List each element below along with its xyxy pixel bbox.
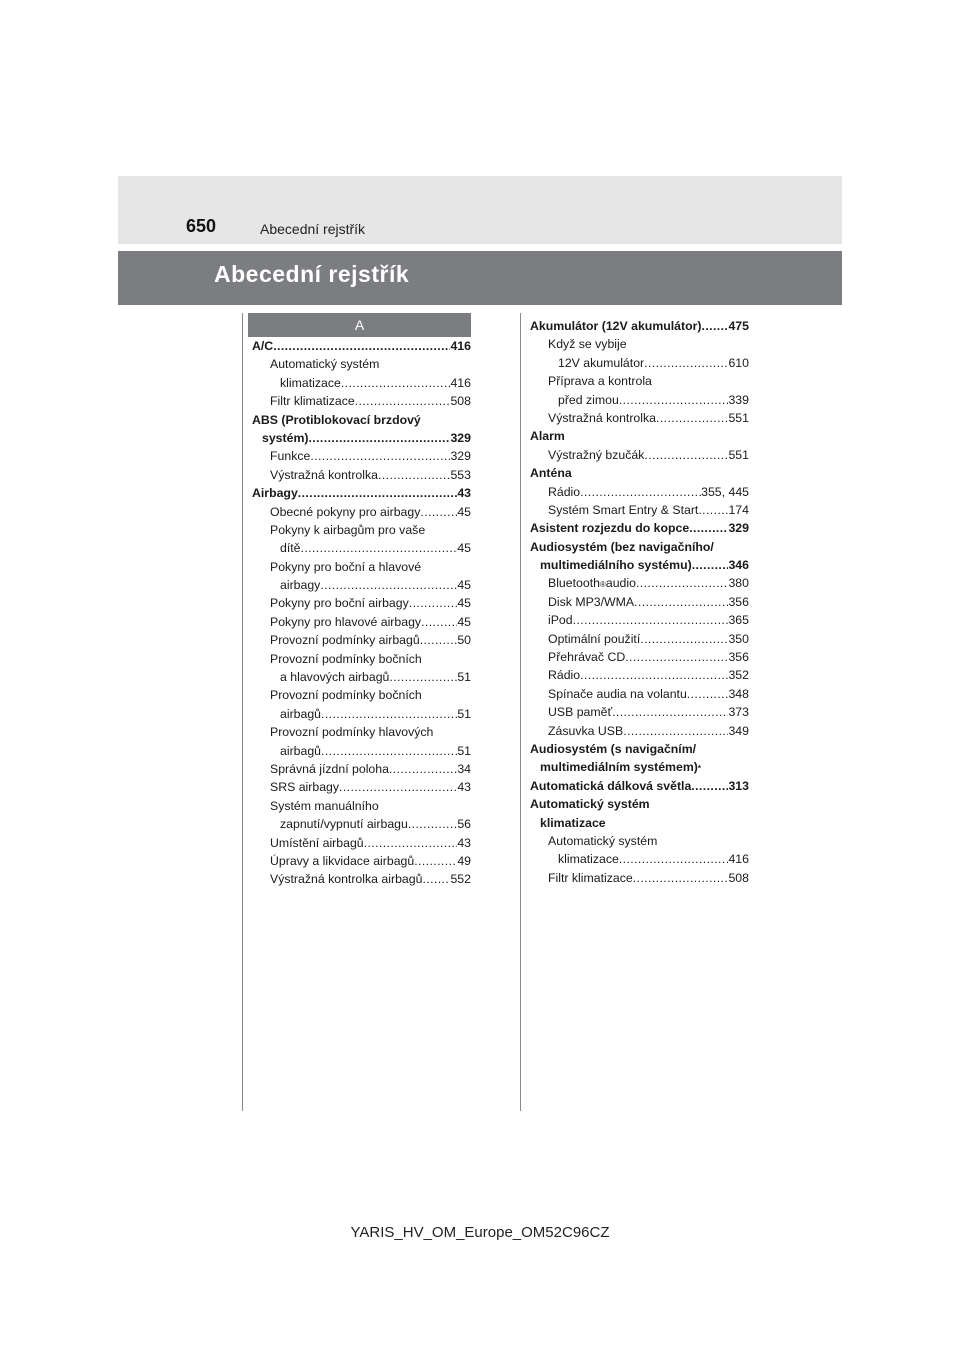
index-entry-page: 50 — [457, 633, 471, 648]
index-entry — [530, 779, 749, 797]
index-entry-text: Rádio — [548, 484, 581, 499]
index-entry-text: Správná jízdní poloha — [270, 761, 389, 776]
index-entry-text: Výstražná kontrolka airbagů — [270, 872, 423, 887]
dot-leader — [341, 376, 451, 390]
index-entry-text: 12V akumulátor — [558, 355, 645, 370]
index-entry — [252, 652, 471, 670]
index-entry-text: Úpravy a likvidace airbagů — [270, 853, 415, 868]
index-entry — [530, 393, 749, 411]
index-entry-text: airbagů — [280, 706, 322, 721]
index-entry-text: klimatizace — [280, 375, 341, 390]
dot-leader — [580, 485, 701, 499]
index-entry-page: 373 — [728, 705, 749, 720]
index-entry-text: Filtr klimatizace — [270, 394, 355, 409]
dot-leader — [687, 687, 729, 701]
document-footer: YARIS_HV_OM_Europe_OM52C96CZ — [350, 1224, 610, 1241]
index-entry — [252, 780, 471, 798]
index-entry-text: systém) — [262, 430, 309, 445]
index-entry-text: Provozní podmínky airbagů — [270, 633, 420, 648]
index-entry — [530, 816, 749, 834]
index-entry-text: airbagů — [280, 743, 322, 758]
index-entry-page: 56 — [457, 817, 471, 832]
index-entry — [530, 540, 749, 558]
index-entry — [530, 852, 749, 870]
dot-leader — [301, 541, 458, 555]
dot-leader — [692, 558, 729, 572]
index-entry — [530, 521, 749, 539]
index-entry-text: Optimální použití — [548, 631, 641, 646]
index-entry — [252, 357, 471, 375]
index-entry-text: Akumulátor (12V akumulátor) — [530, 319, 702, 333]
index-entry — [252, 578, 471, 596]
index-entry — [252, 523, 471, 541]
dot-leader — [623, 724, 728, 738]
index-entry-text: Výstražná kontrolka — [270, 467, 378, 482]
index-entry — [252, 468, 471, 486]
index-entry-page: 352 — [728, 668, 749, 683]
index-entry-text: Výstražná kontrolka — [548, 410, 656, 425]
dot-leader — [580, 668, 728, 682]
index-entry — [530, 705, 749, 723]
dot-leader — [640, 632, 728, 646]
index-entry — [530, 595, 749, 613]
index-entry — [530, 632, 749, 650]
dot-leader — [414, 854, 457, 868]
column-divider-left — [242, 313, 243, 1111]
page-number: 650 — [186, 216, 217, 236]
index-entry — [252, 486, 471, 504]
index-entry-text: Přehrávač CD — [548, 650, 626, 665]
index-entry-page: 416 — [450, 375, 471, 390]
index-entry — [530, 871, 749, 889]
index-entry-page: 45 — [457, 614, 471, 629]
index-entry-text: Pokyny k airbagům pro vaše — [270, 522, 426, 537]
dot-leader — [644, 448, 728, 462]
header-band — [118, 176, 842, 244]
index-entry — [252, 560, 471, 578]
index-entry — [530, 650, 749, 668]
index-entry-text: Automatický systém — [270, 357, 380, 372]
index-entry — [252, 596, 471, 614]
index-entry-page: 45 — [457, 541, 471, 556]
index-entry — [530, 337, 749, 355]
index-entry-page: 365 — [728, 613, 749, 628]
index-entry-text: Obecné pokyny pro airbagy — [270, 504, 421, 519]
index-entry-text: Anténa — [530, 466, 572, 481]
index-entry-text: Umístění airbagů — [270, 835, 364, 850]
index-entry-text: Funkce — [270, 449, 311, 464]
index-entry: Bluetooth ® audio ..... 380 — [530, 576, 749, 594]
index-entry — [252, 836, 471, 854]
index-entry — [530, 724, 749, 742]
index-entry-page: 508 — [728, 870, 749, 885]
dot-leader — [378, 468, 450, 482]
index-entry-text: Pokyny pro hlavové airbagy — [270, 614, 422, 629]
index-entry-text: Výstražný bzučák — [548, 447, 645, 462]
index-entry-text: Audiosystém (bez navigačního/ — [530, 539, 714, 554]
index-entry-text: klimatizace — [540, 815, 606, 830]
index-entry-page: 45 — [457, 596, 471, 611]
dot-leader — [364, 836, 458, 850]
index-entry-page: 551 — [728, 447, 749, 462]
index-entry — [252, 541, 471, 559]
index-entry-text: Spínače audia na volantu — [548, 686, 687, 701]
dot-leader — [298, 486, 458, 500]
index-entry — [252, 413, 471, 431]
dot-leader — [408, 817, 457, 831]
index-entry-text: Zásuvka USB — [548, 723, 624, 738]
index-entry — [252, 688, 471, 706]
index-entry — [252, 339, 471, 357]
index-entry — [252, 670, 471, 688]
index-entry — [530, 411, 749, 429]
index-entry-text: Airbagy — [252, 486, 298, 501]
index-column-right — [530, 319, 749, 889]
index-entry — [252, 854, 471, 872]
index-entry-page: 329 — [450, 449, 471, 464]
index-entry-page: 475 — [728, 319, 749, 333]
index-entry — [252, 817, 471, 835]
dot-leader — [321, 744, 457, 758]
index-entry-text: Bluetooth — [548, 576, 600, 591]
dot-leader — [702, 319, 729, 333]
index-entry-page: 43 — [457, 835, 471, 850]
index-entry-page: 349 — [728, 723, 749, 738]
index-entry-text: Provozní podmínky hlavových — [270, 725, 434, 740]
index-entry-page: 346 — [728, 558, 749, 573]
dot-leader — [308, 431, 450, 445]
index-entry-text: Asistent rozjezdu do kopce — [530, 521, 690, 536]
index-entry — [252, 799, 471, 817]
dot-leader — [420, 505, 457, 519]
index-entry — [530, 466, 749, 484]
index-entry-text: Alarm — [530, 429, 565, 444]
index-entry-text: Rádio — [548, 668, 581, 683]
index-entry-page: 355, 445 — [701, 484, 749, 499]
index-entry-page: 339 — [728, 392, 749, 407]
index-entry — [252, 431, 471, 449]
index-entry-page: 51 — [457, 743, 471, 758]
dot-leader — [573, 613, 729, 627]
index-entry-text: multimediálním systémem) — [540, 760, 698, 775]
index-entry-text: Příprava a kontrola — [548, 374, 652, 389]
index-entry — [252, 872, 471, 890]
index-entry-text: USB paměť — [548, 705, 613, 720]
index-entry-page: 43 — [457, 780, 471, 795]
index-entry-page: 45 — [457, 578, 471, 593]
index-entry — [530, 742, 749, 760]
index-entry-page: 348 — [728, 686, 749, 701]
index-entry-page: 610 — [728, 355, 749, 370]
index-entry — [252, 744, 471, 762]
dot-leader — [355, 394, 451, 408]
dot-leader — [634, 595, 728, 609]
index-entry — [252, 762, 471, 780]
dot-leader — [310, 449, 450, 463]
dot-leader — [420, 633, 458, 647]
index-entry-page: 174 — [728, 502, 749, 517]
index-entry-text: SRS airbagy — [270, 780, 340, 795]
index-entry — [530, 834, 749, 852]
index-entry-text: před zimou — [558, 392, 619, 407]
index-entry-page: 356 — [728, 594, 749, 609]
index-entry — [530, 687, 749, 705]
dot-leader — [644, 356, 728, 370]
column-divider-right — [520, 313, 521, 1111]
index-entry: multimediálním systémem) * — [540, 760, 701, 775]
index-entry-text: Automatická dálková světla — [530, 778, 692, 793]
index-entry-page: 350 — [728, 631, 749, 646]
index-entry — [530, 668, 749, 686]
dot-leader — [698, 503, 728, 517]
index-entry — [252, 725, 471, 743]
index-column-left — [252, 339, 471, 891]
index-entry-page: 356 — [728, 650, 749, 665]
index-entry-text: Filtr klimatizace — [548, 870, 633, 885]
index-entry-text: Pokyny pro boční airbagy — [270, 596, 409, 611]
index-entry-text: a hlavových airbagů — [280, 670, 390, 685]
index-entry — [530, 797, 749, 815]
index-entry-text: Systém manuálního — [270, 798, 379, 813]
index-entry-text: zapnutí/vypnutí airbagu — [280, 817, 408, 832]
index-entry — [252, 376, 471, 394]
index-entry-page: 380 — [728, 576, 749, 591]
index-entry-text: Provozní podmínky bočních — [270, 651, 422, 666]
dot-leader — [389, 670, 457, 684]
index-entry — [530, 503, 749, 521]
index-entry-text: iPod — [548, 613, 573, 628]
index-entry-text: multimediálního systému) — [540, 558, 692, 573]
dot-leader — [619, 393, 729, 407]
index-entry-page: 329 — [450, 430, 471, 445]
index-entry-text: Audiosystém (s navigačním/ — [530, 741, 697, 756]
index-entry-page: 553 — [450, 467, 471, 482]
index-entry-text: klimatizace — [558, 852, 619, 867]
page-title: Abecední rejstřík — [214, 261, 410, 287]
index-entry — [530, 448, 749, 466]
index-entry — [252, 633, 471, 651]
index-entry-text: airbagy — [280, 578, 321, 593]
index-entry — [252, 449, 471, 467]
index-entry-text: Pokyny pro boční a hlavové — [270, 559, 422, 574]
dot-leader — [389, 762, 457, 776]
index-entry-page: 508 — [450, 394, 471, 409]
dot-leader — [273, 339, 450, 353]
index-entry-text: Provozní podmínky bočních — [270, 688, 422, 703]
index-entry-text: Disk MP3/WMA — [548, 594, 635, 609]
index-entry-page: 329 — [728, 521, 749, 536]
index-entry-text: ABS (Protiblokovací brzdový — [252, 412, 421, 427]
index-entry-page: 45 — [457, 504, 471, 519]
index-entry — [530, 485, 749, 503]
index-entry — [252, 505, 471, 523]
index-entry — [252, 615, 471, 633]
dot-leader — [633, 871, 729, 885]
index-entry-page: 313 — [728, 778, 749, 793]
index-entry — [530, 558, 749, 576]
index-entry-page: 416 — [728, 852, 749, 867]
dot-leader — [636, 576, 729, 590]
index-entry-page: 49 — [457, 853, 471, 868]
index-entry — [530, 429, 749, 447]
dot-leader — [409, 596, 458, 610]
index-entry-page: 551 — [728, 410, 749, 425]
index-entry-page: 51 — [457, 670, 471, 685]
dot-leader — [320, 578, 457, 592]
index-entry-text-after: audio — [605, 576, 636, 591]
index-entry-page: 51 — [457, 706, 471, 721]
index-entry — [252, 394, 471, 412]
index-entry-page: 34 — [457, 761, 471, 776]
index-entry-text: A/C — [252, 339, 274, 353]
index-letter-heading: A — [248, 313, 471, 337]
dot-leader — [619, 852, 729, 866]
index-entry-page: 416 — [450, 339, 471, 353]
index-entry — [530, 374, 749, 392]
index-entry — [530, 613, 749, 631]
dot-leader — [612, 705, 728, 719]
index-entry — [530, 319, 749, 337]
dot-leader — [321, 707, 457, 721]
index-entry — [252, 707, 471, 725]
index-entry — [530, 356, 749, 374]
dot-leader — [689, 521, 728, 535]
dot-leader — [691, 779, 728, 793]
index-entry-text: Když se vybije — [548, 337, 627, 352]
dot-leader — [656, 411, 728, 425]
dot-leader — [625, 650, 728, 664]
dot-leader — [339, 780, 457, 794]
header-section-title: Abecední rejstřík — [260, 221, 366, 237]
index-entry-text: Systém Smart Entry & Start — [548, 502, 699, 517]
index-entry-text: Automatický systém — [548, 833, 658, 848]
index-entry-text: Automatický systém — [530, 797, 650, 812]
index-entry-page: 43 — [457, 486, 471, 501]
dot-leader — [422, 872, 450, 886]
index-entry-page: 552 — [450, 872, 471, 887]
index-entry-text: dítě — [280, 541, 301, 556]
dot-leader — [421, 615, 457, 629]
